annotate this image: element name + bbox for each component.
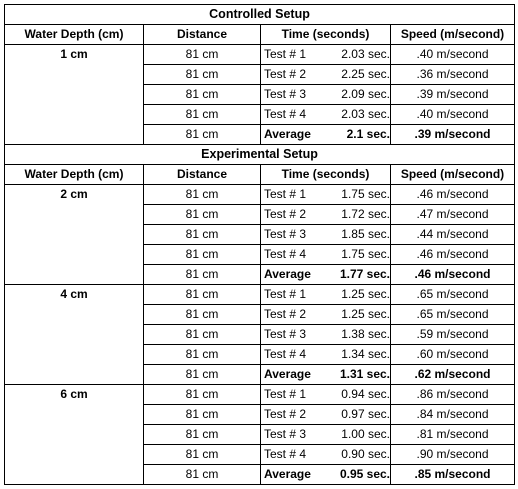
average-label: Average bbox=[264, 267, 311, 281]
time-value: 1.25 sec. bbox=[341, 307, 390, 321]
table-row bbox=[5, 45, 515, 65]
time-value: 1.34 sec. bbox=[341, 347, 390, 361]
test-label: Test # 4 bbox=[264, 447, 307, 461]
time-value: 2.09 sec. bbox=[341, 87, 390, 101]
average-label: Average bbox=[264, 127, 311, 141]
average-label: Average bbox=[264, 367, 311, 381]
test-label: Test # 4 bbox=[264, 347, 307, 361]
distance-cell: 81 cm bbox=[144, 365, 261, 385]
time-cell bbox=[261, 345, 391, 365]
speed-cell: .59 m/second bbox=[391, 325, 515, 345]
test-label: Test # 1 bbox=[264, 387, 307, 401]
distance-cell: 81 cm bbox=[144, 45, 261, 65]
time-value: 0.94 sec. bbox=[341, 387, 390, 401]
time-value: 1.75 sec. bbox=[341, 187, 390, 201]
water-depth-cell: 6 cm bbox=[5, 385, 144, 485]
time-cell bbox=[261, 385, 391, 405]
time-cell bbox=[261, 325, 391, 345]
time-value: 1.31 sec. bbox=[339, 367, 390, 381]
distance-cell: 81 cm bbox=[144, 345, 261, 365]
speed-cell: .85 m/second bbox=[391, 465, 515, 485]
time-value: 0.97 sec. bbox=[341, 407, 390, 421]
water-depth-cell: 4 cm bbox=[5, 285, 144, 385]
time-cell bbox=[261, 465, 391, 485]
time-cell bbox=[261, 445, 391, 465]
speed-cell: .39 m/second bbox=[391, 125, 515, 145]
distance-cell: 81 cm bbox=[144, 285, 261, 305]
section-title-row bbox=[5, 145, 515, 165]
time-cell bbox=[261, 365, 391, 385]
distance-cell: 81 cm bbox=[144, 325, 261, 345]
test-label: Test # 2 bbox=[264, 67, 307, 81]
time-value: 0.95 sec. bbox=[339, 467, 390, 481]
water-depth-cell: 2 cm bbox=[5, 185, 144, 285]
time-cell bbox=[261, 45, 391, 65]
distance-cell: 81 cm bbox=[144, 305, 261, 325]
speed-cell: .60 m/second bbox=[391, 345, 515, 365]
distance-header: Distance bbox=[144, 165, 261, 185]
distance-cell: 81 cm bbox=[144, 405, 261, 425]
distance-cell: 81 cm bbox=[144, 65, 261, 85]
time-header: Time (seconds) bbox=[261, 165, 391, 185]
test-label: Test # 3 bbox=[264, 427, 307, 441]
water-depth-header: Water Depth (cm) bbox=[5, 25, 144, 45]
time-value: 1.77 sec. bbox=[339, 267, 390, 281]
time-cell bbox=[261, 285, 391, 305]
speed-cell: .36 m/second bbox=[391, 65, 515, 85]
distance-cell: 81 cm bbox=[144, 425, 261, 445]
table-row bbox=[5, 285, 515, 305]
results-table bbox=[4, 4, 515, 485]
time-cell bbox=[261, 65, 391, 85]
average-label: Average bbox=[264, 467, 311, 481]
water-depth-header: Water Depth (cm) bbox=[5, 165, 144, 185]
test-label: Test # 4 bbox=[264, 247, 307, 261]
speed-cell: .62 m/second bbox=[391, 365, 515, 385]
test-label: Test # 1 bbox=[264, 287, 307, 301]
time-cell bbox=[261, 305, 391, 325]
time-value: 1.25 sec. bbox=[341, 287, 390, 301]
time-value: 1.85 sec. bbox=[341, 227, 390, 241]
test-label: Test # 3 bbox=[264, 227, 307, 241]
data-table-container bbox=[4, 4, 514, 485]
time-cell bbox=[261, 265, 391, 285]
speed-cell: .46 m/second bbox=[391, 185, 515, 205]
section-title: Controlled Setup bbox=[5, 5, 515, 25]
speed-cell: .40 m/second bbox=[391, 105, 515, 125]
section-title: Experimental Setup bbox=[5, 145, 515, 165]
time-value: 2.25 sec. bbox=[341, 67, 390, 81]
distance-cell: 81 cm bbox=[144, 125, 261, 145]
time-value: 1.72 sec. bbox=[341, 207, 390, 221]
time-cell bbox=[261, 185, 391, 205]
speed-cell: .44 m/second bbox=[391, 225, 515, 245]
speed-cell: .65 m/second bbox=[391, 285, 515, 305]
distance-cell: 81 cm bbox=[144, 385, 261, 405]
speed-cell: .47 m/second bbox=[391, 205, 515, 225]
time-value: 1.00 sec. bbox=[341, 427, 390, 441]
speed-cell: .81 m/second bbox=[391, 425, 515, 445]
section-title-row bbox=[5, 5, 515, 25]
table-row bbox=[5, 185, 515, 205]
time-cell bbox=[261, 425, 391, 445]
test-label: Test # 3 bbox=[264, 87, 307, 101]
test-label: Test # 2 bbox=[264, 307, 307, 321]
speed-cell: .40 m/second bbox=[391, 45, 515, 65]
speed-cell: .84 m/second bbox=[391, 405, 515, 425]
speed-cell: .65 m/second bbox=[391, 305, 515, 325]
time-cell bbox=[261, 85, 391, 105]
water-depth-cell: 1 cm bbox=[5, 45, 144, 145]
speed-header: Speed (m/second) bbox=[391, 165, 515, 185]
speed-cell: .46 m/second bbox=[391, 265, 515, 285]
time-cell bbox=[261, 105, 391, 125]
distance-cell: 81 cm bbox=[144, 465, 261, 485]
distance-cell: 81 cm bbox=[144, 85, 261, 105]
time-value: 2.03 sec. bbox=[341, 107, 390, 121]
time-cell bbox=[261, 245, 391, 265]
table-row bbox=[5, 385, 515, 405]
header-row bbox=[5, 165, 515, 185]
time-header: Time (seconds) bbox=[261, 25, 391, 45]
speed-cell: .86 m/second bbox=[391, 385, 515, 405]
time-value: 2.1 sec. bbox=[346, 127, 390, 141]
test-label: Test # 2 bbox=[264, 407, 307, 421]
distance-header: Distance bbox=[144, 25, 261, 45]
time-cell bbox=[261, 205, 391, 225]
time-value: 2.03 sec. bbox=[341, 47, 390, 61]
header-row bbox=[5, 25, 515, 45]
distance-cell: 81 cm bbox=[144, 445, 261, 465]
time-cell bbox=[261, 405, 391, 425]
time-value: 1.38 sec. bbox=[341, 327, 390, 341]
distance-cell: 81 cm bbox=[144, 245, 261, 265]
test-label: Test # 2 bbox=[264, 207, 307, 221]
distance-cell: 81 cm bbox=[144, 105, 261, 125]
time-cell bbox=[261, 225, 391, 245]
distance-cell: 81 cm bbox=[144, 205, 261, 225]
test-label: Test # 1 bbox=[264, 47, 307, 61]
speed-header: Speed (m/second) bbox=[391, 25, 515, 45]
speed-cell: .90 m/second bbox=[391, 445, 515, 465]
time-value: 1.75 sec. bbox=[341, 247, 390, 261]
time-value: 0.90 sec. bbox=[341, 447, 390, 461]
test-label: Test # 4 bbox=[264, 107, 307, 121]
test-label: Test # 3 bbox=[264, 327, 307, 341]
time-cell bbox=[261, 125, 391, 145]
results-table-body bbox=[5, 5, 515, 485]
distance-cell: 81 cm bbox=[144, 265, 261, 285]
speed-cell: .46 m/second bbox=[391, 245, 515, 265]
distance-cell: 81 cm bbox=[144, 185, 261, 205]
speed-cell: .39 m/second bbox=[391, 85, 515, 105]
distance-cell: 81 cm bbox=[144, 225, 261, 245]
test-label: Test # 1 bbox=[264, 187, 307, 201]
